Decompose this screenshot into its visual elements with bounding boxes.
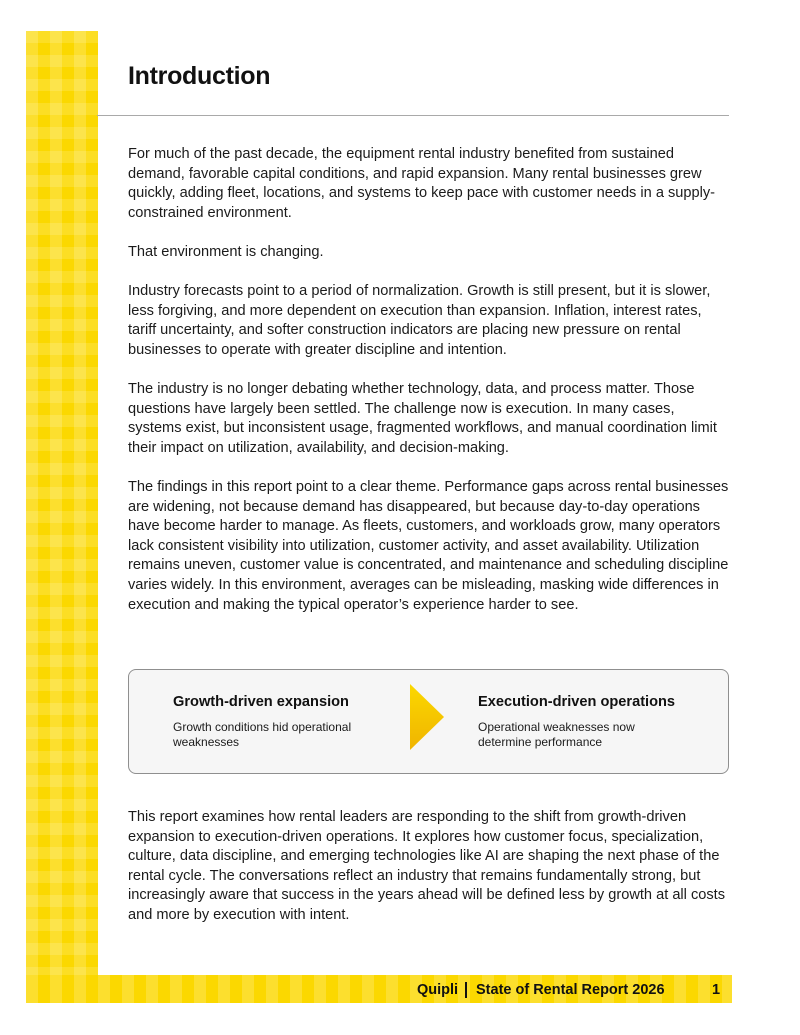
growth-description: Growth conditions hid operational weaknesses	[173, 720, 352, 749]
execution-column	[478, 694, 688, 750]
footer-brand: Quipli	[417, 982, 459, 998]
footer-separator	[465, 982, 467, 998]
closing-section	[128, 808, 731, 945]
growth-title: Growth-driven expansion	[173, 694, 349, 710]
growth-column	[173, 694, 383, 750]
title-divider	[97, 115, 729, 116]
intro-paragraph: For much of the past decade, the equipment rental industry benefited from sustained demand, favorable capital conditions, and rapid expansion. Many rental businesses grew quickly, adding fleet, locations, and systems to keep pace with customer needs in a supply-constrained environment.	[128, 146, 716, 221]
execution-title: Execution-driven operations	[478, 694, 676, 710]
decorative-side-band	[26, 31, 98, 1003]
page-title: Introduction	[128, 62, 271, 90]
comparison-callout	[128, 669, 729, 774]
closing-paragraph: This report examines how rental leaders are responding to the shift from growth-driven expansion to execution-driven operations. It explores how customer focus, specialization, culture, data discipline, and emerging technologies like AI are shaping the next phase of the rental cycle. The conversations reflect an industry that remains fundamentally strong, but increasingly aware that success in the years ahead will be defined less by growth at all costs and more by execution with intent.	[128, 809, 726, 923]
intro-section	[128, 145, 731, 635]
footer-report-title: State of Rental Report 2026	[476, 982, 665, 998]
execution-description: Operational weaknesses now determine performance	[478, 720, 635, 749]
intro-paragraph: That environment is changing.	[128, 243, 324, 260]
intro-paragraph: The findings in this report point to a clear theme. Performance gaps across rental businesses are widening, not because demand has disappeared, but because day-to-day operations have become harder to manage. As fleets, customers, and workloads grow, many operators lack consistent visibility into utilization, customer activity, and asset availability. Utilization remains uneven, customer value is concentrated, and maintenance and scheduling discipline varies widely. In this environment, averages can be misleading, masking wide differences in execution and making the typical operator’s experience harder to see.	[128, 479, 729, 613]
page-number: 1	[712, 982, 721, 998]
intro-paragraph: The industry is no longer debating whether technology, data, and process matter. Those questions have largely been settled. The challenge now is execution. In many cases, systems exist, but inconsistent usage, fragmented workflows, and manual coordination limit their impact on utilization, availability, and decision-making.	[128, 381, 717, 456]
chevron-right-icon	[410, 684, 444, 750]
intro-paragraph: Industry forecasts point to a period of normalization. Growth is still present, but it is slower, less forgiving, and more dependent on execution than expansion. Inflation, interest rates, tariff uncertainty, and softer construction indicators are placing new pressure on rental businesses to operate with greater discipline and intention.	[128, 283, 711, 358]
